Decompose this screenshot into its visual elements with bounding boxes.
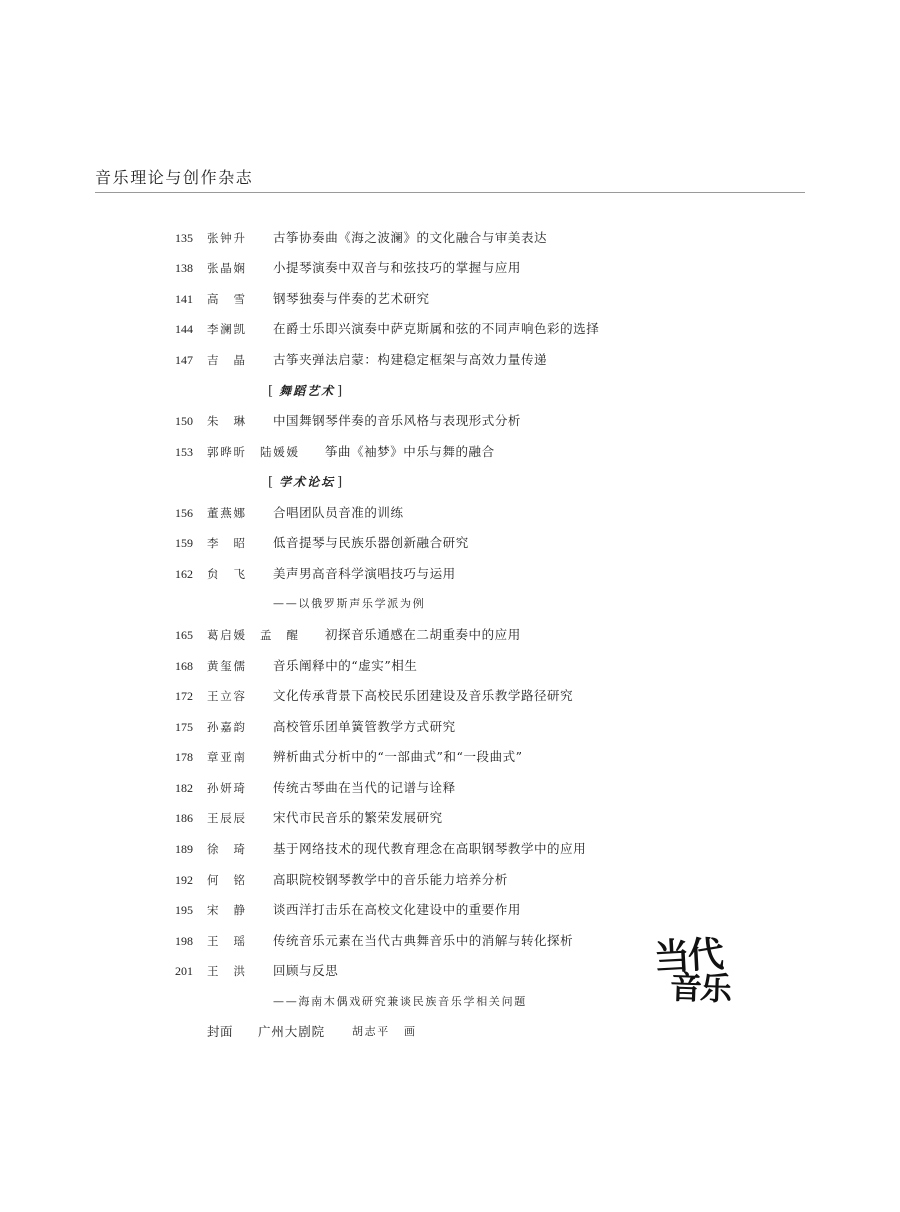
page-number: 144 (175, 322, 193, 337)
author-name: 贠 飞 (207, 566, 245, 581)
page-number: 192 (175, 872, 193, 887)
page-number: 186 (175, 811, 193, 826)
toc-entry (0, 406, 900, 437)
author-name: 高 雪 (207, 291, 245, 306)
article-title: 中国舞钢琴伴奏的音乐风格与表现形式分析 (273, 413, 521, 429)
author-name: 王辰辰 (207, 811, 245, 826)
page-number: 141 (175, 291, 193, 306)
cover-label: 封面 (207, 1024, 234, 1040)
author-name: 张钟升 (207, 230, 245, 245)
bracket-left: [ (268, 383, 274, 399)
cover-suffix: 画 (404, 1025, 415, 1039)
page-number: 182 (175, 780, 193, 795)
page-number: 178 (175, 750, 193, 765)
page-number: 147 (175, 352, 193, 367)
header-rule (95, 192, 805, 193)
toc-entry (0, 681, 900, 712)
author-name: 孙嘉韵 (207, 719, 245, 734)
article-title: 传统古琴曲在当代的记谱与诠释 (273, 779, 456, 795)
article-title: 谈西洋打击乐在高校文化建设中的重要作用 (273, 902, 521, 918)
article-title: 筝曲《袖梦》中乐与舞的融合 (325, 443, 495, 459)
page-number: 189 (175, 841, 193, 856)
toc-entry (0, 498, 900, 529)
cover-artist: 胡志平 (352, 1025, 390, 1039)
page-number: 201 (175, 964, 193, 979)
cover-credit (0, 1017, 900, 1048)
article-title: 回顾与反思 (273, 963, 339, 979)
toc-entry (0, 956, 900, 987)
bracket-left: [ (268, 475, 274, 491)
article-title: 高校管乐团单簧管教学方式研究 (273, 718, 456, 734)
toc-entry (0, 314, 900, 345)
author-name: 王 瑶 (207, 933, 245, 948)
article-subtitle: ——海南木偶戏研究兼谈民族音乐学相关问题 (273, 994, 527, 1008)
toc-entry (0, 712, 900, 743)
toc-entry (0, 559, 900, 590)
author-name: 郭晔昕 (207, 444, 245, 459)
page-number: 168 (175, 658, 193, 673)
bracket-right: ] (337, 383, 343, 399)
article-title: 合唱团队员音准的训练 (273, 504, 404, 520)
toc-entry (0, 284, 900, 315)
page-number: 135 (175, 230, 193, 245)
toc-entry (0, 926, 900, 957)
toc-entry (0, 651, 900, 682)
article-title: 钢琴独奏与伴奏的艺术研究 (273, 290, 430, 306)
article-title: 传统音乐元素在当代古典舞音乐中的消解与转化探析 (273, 932, 574, 948)
article-subtitle: ——以俄罗斯声乐学派为例 (273, 597, 426, 611)
article-title: 音乐阐释中的“虚实”相生 (273, 657, 418, 673)
page-number: 156 (175, 505, 193, 520)
toc-entry (0, 223, 900, 254)
author-name: 董燕娜 (207, 505, 245, 520)
magazine-logo (650, 933, 750, 1016)
author-name: 宋 静 (207, 903, 245, 918)
article-title: 初探音乐通感在二胡重奏中的应用 (325, 627, 521, 642)
logo-line-2: 音乐 (669, 967, 731, 1009)
page-number: 198 (175, 933, 193, 948)
co-author-name: 孟 醒 (260, 628, 298, 642)
page-number: 138 (175, 261, 193, 276)
author-name: 徐 琦 (207, 841, 245, 856)
table-of-contents (0, 223, 900, 1048)
toc-entry (0, 620, 900, 651)
section-header (0, 376, 900, 407)
author-name: 李澜凯 (207, 322, 245, 337)
author-name: 王立容 (207, 689, 245, 704)
toc-entry (0, 437, 900, 468)
article-title: 古筝协奏曲《海之波澜》的文化融合与审美表达 (273, 229, 548, 245)
author-name: 黄玺儒 (207, 658, 245, 673)
article-title: 低音提琴与民族乐器创新融合研究 (273, 535, 469, 551)
toc-entry (0, 345, 900, 376)
logo-line-1: 当代 (652, 933, 724, 979)
author-name: 李 昭 (207, 536, 245, 551)
co-author-name: 陆媛媛 (260, 444, 298, 459)
toc-entry (0, 865, 900, 896)
author-name: 朱 琳 (207, 414, 245, 429)
toc-entry (0, 834, 900, 865)
toc-entry (0, 803, 900, 834)
article-title: 古筝夹弹法启蒙：构建稳定框架与高效力量传递 (273, 351, 548, 367)
article-title: 基于网络技术的现代教育理念在高职钢琴教学中的应用 (273, 840, 587, 856)
article-title: 宋代市民音乐的繁荣发展研究 (273, 810, 443, 826)
section-title: 舞蹈艺术 (279, 383, 336, 398)
page-number: 195 (175, 903, 193, 918)
toc-subtitle-row (0, 589, 900, 620)
toc-entry (0, 742, 900, 773)
toc-subtitle-row (0, 987, 900, 1018)
article-title: 辨析曲式分析中的“一部曲式”和“一段曲式” (273, 749, 523, 765)
page-number: 162 (175, 566, 193, 581)
author-name: 何 铭 (207, 872, 245, 887)
page-number: 159 (175, 536, 193, 551)
section-label (268, 467, 342, 499)
toc-entry (0, 895, 900, 926)
article-title: 在爵士乐即兴演奏中萨克斯属和弦的不同声响色彩的选择 (273, 321, 600, 337)
page-number: 172 (175, 689, 193, 704)
author-name: 王 洪 (207, 964, 245, 979)
article-title: 高职院校钢琴教学中的音乐能力培养分析 (273, 871, 508, 887)
author-name: 葛启媛 (207, 628, 245, 642)
bracket-right: ] (337, 475, 343, 491)
section-header (0, 467, 900, 498)
author-name: 张晶娴 (207, 261, 245, 276)
journal-title: 音乐理论与创作杂志 (95, 168, 254, 187)
page-number: 165 (175, 628, 193, 642)
article-title: 美声男高音科学演唱技巧与运用 (273, 565, 456, 581)
author-name: 吉 晶 (207, 352, 245, 367)
toc-entry (0, 773, 900, 804)
author-name: 孙妍琦 (207, 780, 245, 795)
section-title: 学术论坛 (279, 475, 336, 490)
article-title: 文化传承背景下高校民乐团建设及音乐教学路径研究 (273, 688, 574, 704)
section-label (268, 376, 342, 408)
page-number: 153 (175, 444, 193, 459)
toc-entry (0, 253, 900, 284)
toc-entry (0, 528, 900, 559)
article-title: 小提琴演奏中双音与和弦技巧的掌握与应用 (273, 260, 521, 276)
author-name: 章亚南 (207, 750, 245, 765)
cover-subject: 广州大剧院 (258, 1024, 326, 1040)
page-number: 175 (175, 719, 193, 734)
page-number: 150 (175, 414, 193, 429)
